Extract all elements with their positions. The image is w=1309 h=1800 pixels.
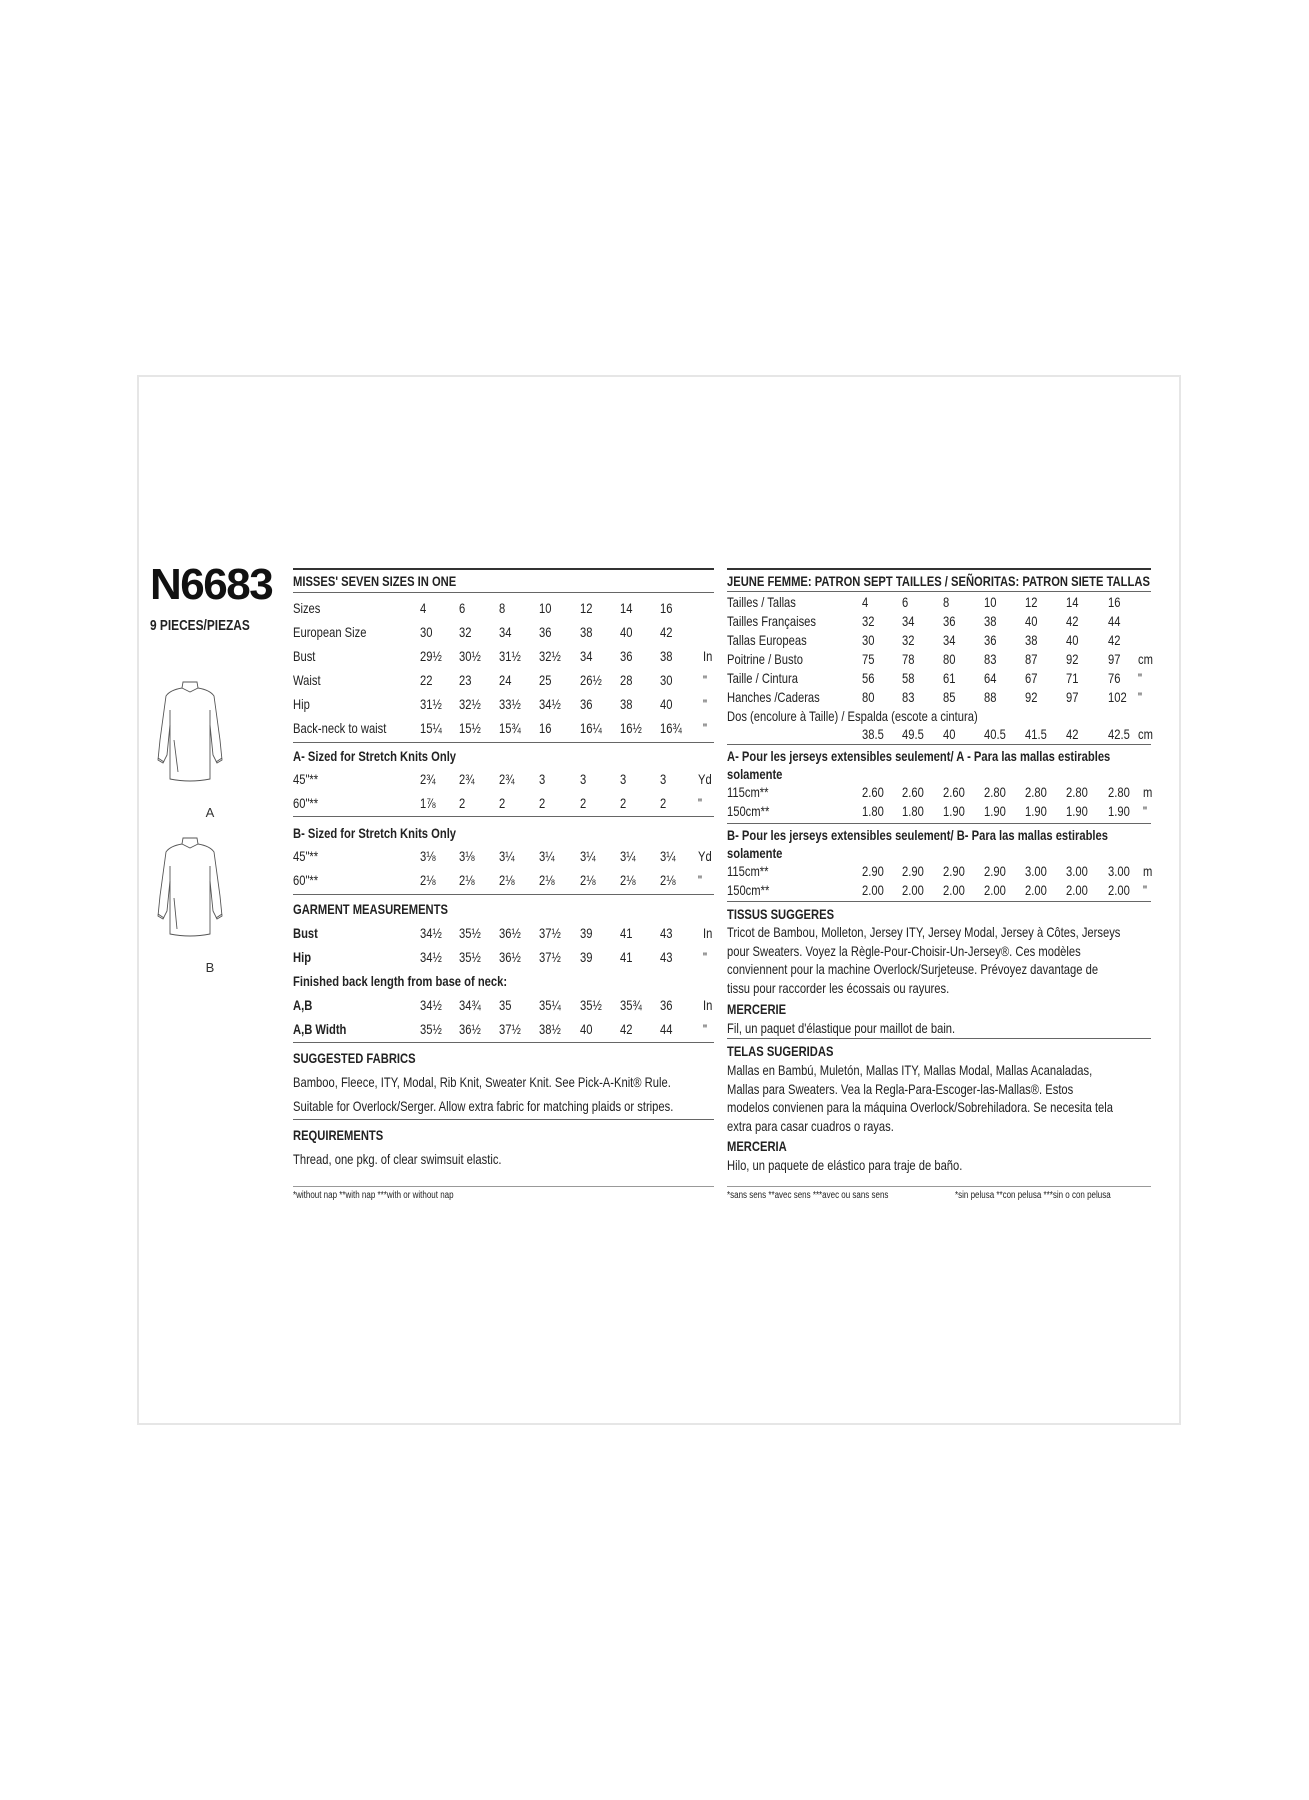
- view-b-heading-fr: B- Pour les jerseys extensibles seulement/ B- Para las mallas estirables: [727, 827, 1108, 843]
- size-value-cell: 3.00: [1025, 863, 1047, 879]
- view-a-sketch-icon: [150, 680, 230, 800]
- unit-label: ": [698, 795, 702, 811]
- telas-text: Mallas en Bambú, Muletón, Mallas ITY, Mallas Modal, Mallas Acanaladas, Mallas para Sweaters. Vea la Regla-Para-Escoger-las-Mallas®. Estos modelos convienen para la máquina Overlock/Sobrehiladora. Se necesita tela extra para casar cuadros o rayas.: [727, 1062, 1114, 1134]
- size-value-cell: 1⅞: [420, 795, 436, 811]
- size-value-cell: 2⅛: [539, 872, 555, 888]
- size-value-cell: 40: [943, 726, 956, 742]
- size-value-cell: 2¾: [420, 771, 436, 787]
- size-value-cell: 3¼: [660, 848, 676, 864]
- size-value-cell: 34½: [420, 925, 442, 941]
- size-value-cell: 2.00: [862, 882, 884, 898]
- unit-label: ": [698, 872, 702, 888]
- size-value-cell: 2.00: [902, 882, 924, 898]
- suggested-fabrics-line: Bamboo, Fleece, ITY, Modal, Rib Knit, Sweater Knit. See Pick-A-Knit® Rule.: [293, 1074, 671, 1090]
- size-value-cell: 76: [1108, 670, 1121, 686]
- suggested-fabrics-heading: SUGGESTED FABRICS: [293, 1050, 416, 1066]
- size-value-cell: 34: [943, 632, 956, 648]
- size-value-cell: 34½: [420, 997, 442, 1013]
- size-value-cell: 42: [1066, 613, 1079, 629]
- size-value-cell: 37½: [539, 949, 561, 965]
- size-value-cell: 2.80: [1025, 784, 1047, 800]
- size-value-cell: 6: [902, 594, 909, 610]
- size-value-cell: 34½: [539, 696, 561, 712]
- size-value-cell: 42.5: [1108, 726, 1130, 742]
- size-value-cell: 71: [1066, 670, 1079, 686]
- row-label: Tailles Françaises: [727, 613, 817, 629]
- size-value-cell: 35½: [459, 925, 481, 941]
- size-value-cell: 34½: [420, 949, 442, 965]
- merceria-text: Hilo, un paquete de elástico para traje de baño.: [727, 1157, 963, 1173]
- size-value-cell: 31½: [499, 648, 521, 664]
- size-value-cell: 16: [539, 720, 552, 736]
- size-value-cell: 2: [539, 795, 546, 811]
- size-value-cell: 2⅛: [620, 872, 636, 888]
- size-value-cell: 40: [580, 1021, 593, 1037]
- size-value-cell: 10: [539, 600, 552, 616]
- pieces-count: 9 PIECES/PIEZAS: [150, 618, 250, 634]
- row-label: Waist: [293, 672, 321, 688]
- unit-label: Yd: [698, 771, 712, 787]
- unit-label: m: [1143, 863, 1153, 879]
- divider: [727, 823, 1151, 824]
- size-value-cell: 15¼: [420, 720, 442, 736]
- mercerie-text: Fil, un paquet d'élastique pour maillot de bain.: [727, 1020, 956, 1036]
- size-value-cell: 2: [580, 795, 587, 811]
- unit-label: In: [703, 997, 713, 1013]
- footnote-spanish: *sin pelusa **con pelusa ***sin o con pelusa: [955, 1190, 1111, 1201]
- row-label: 60"**: [293, 872, 319, 888]
- size-value-cell: 30: [660, 672, 673, 688]
- size-value-cell: 36: [580, 696, 593, 712]
- divider: [293, 742, 714, 743]
- size-value-cell: 16: [1108, 594, 1121, 610]
- size-value-cell: 36: [943, 613, 956, 629]
- view-a-heading: A- Sized for Stretch Knits Only: [293, 748, 457, 764]
- size-value-cell: 41.5: [1025, 726, 1047, 742]
- size-value-cell: 12: [580, 600, 593, 616]
- size-value-cell: 2.80: [1108, 784, 1130, 800]
- size-value-cell: 39: [580, 949, 593, 965]
- size-value-cell: 2.60: [862, 784, 884, 800]
- unit-label: ": [703, 672, 707, 688]
- size-value-cell: 2.90: [943, 863, 965, 879]
- telas-heading: TELAS SUGERIDAS: [727, 1043, 834, 1059]
- size-value-cell: 44: [1108, 613, 1121, 629]
- size-value-cell: 14: [620, 600, 633, 616]
- size-value-cell: 40.5: [984, 726, 1006, 742]
- size-value-cell: 37½: [499, 1021, 521, 1037]
- size-value-cell: 88: [984, 689, 997, 705]
- row-label: Bust: [293, 648, 316, 664]
- size-value-cell: 2¾: [459, 771, 475, 787]
- size-value-cell: 22: [420, 672, 433, 688]
- divider: [293, 1119, 714, 1120]
- size-value-cell: 43: [660, 949, 673, 965]
- divider: [727, 901, 1151, 902]
- view-b-sketch-icon: [150, 836, 230, 956]
- size-value-cell: 41: [620, 949, 633, 965]
- size-value-cell: 2: [660, 795, 667, 811]
- size-value-cell: 40: [620, 624, 633, 640]
- footnote-french: *sans sens **avec sens ***avec ou sans sens: [727, 1190, 889, 1201]
- row-label: 115cm**: [727, 863, 769, 879]
- tissus-heading: TISSUS SUGGERES: [727, 906, 835, 922]
- unit-label: m: [1143, 784, 1153, 800]
- size-value-cell: 8: [943, 594, 950, 610]
- divider: [293, 1042, 714, 1043]
- size-value-cell: 16½: [620, 720, 642, 736]
- size-value-cell: 3.00: [1066, 863, 1088, 879]
- view-b-label: B: [205, 960, 215, 975]
- merceria-heading: MERCERIA: [727, 1138, 787, 1154]
- size-value-cell: 2¾: [499, 771, 515, 787]
- section-title-english: MISSES' SEVEN SIZES IN ONE: [293, 573, 457, 589]
- size-value-cell: 2.80: [984, 784, 1006, 800]
- unit-label: ": [703, 949, 707, 965]
- size-value-cell: 2.00: [1108, 882, 1130, 898]
- size-value-cell: 78: [902, 651, 915, 667]
- divider: [293, 568, 714, 570]
- row-label: Hip: [293, 949, 312, 965]
- size-value-cell: 34¾: [459, 997, 481, 1013]
- size-value-cell: 35: [499, 997, 512, 1013]
- size-value-cell: 40: [1066, 632, 1079, 648]
- size-value-cell: 97: [1066, 689, 1079, 705]
- back-length-label: Dos (encolure à Taille) / Espalda (escote a cintura): [727, 708, 978, 724]
- size-value-cell: 38.5: [862, 726, 884, 742]
- size-value-cell: 102: [1108, 689, 1127, 705]
- size-value-cell: 83: [902, 689, 915, 705]
- divider: [727, 568, 1151, 570]
- size-value-cell: 38: [580, 624, 593, 640]
- unit-label: ": [1138, 670, 1142, 686]
- size-value-cell: 2.00: [1066, 882, 1088, 898]
- size-value-cell: 31½: [420, 696, 442, 712]
- row-label: 150cm**: [727, 882, 770, 898]
- size-value-cell: 39: [580, 925, 593, 941]
- row-label: 45"**: [293, 771, 319, 787]
- finished-length-heading: Finished back length from base of neck:: [293, 973, 508, 989]
- row-label: Sizes: [293, 600, 321, 616]
- size-value-cell: 36: [620, 648, 633, 664]
- row-label: A,B: [293, 997, 313, 1013]
- size-value-cell: 30: [420, 624, 433, 640]
- row-label: Tallas Europeas: [727, 632, 807, 648]
- size-value-cell: 42: [660, 624, 673, 640]
- size-value-cell: 35½: [459, 949, 481, 965]
- unit-label: cm: [1138, 726, 1153, 742]
- size-value-cell: 2⅛: [459, 872, 475, 888]
- divider: [727, 744, 1151, 745]
- pattern-number: N6683: [150, 560, 273, 609]
- size-value-cell: 32: [862, 613, 875, 629]
- mercerie-heading: MERCERIE: [727, 1001, 787, 1017]
- size-value-cell: 3: [539, 771, 546, 787]
- size-value-cell: 3¼: [620, 848, 636, 864]
- size-value-cell: 42: [1108, 632, 1121, 648]
- unit-label: ": [703, 696, 707, 712]
- size-value-cell: 43: [660, 925, 673, 941]
- size-value-cell: 2: [459, 795, 466, 811]
- unit-label: In: [703, 925, 713, 941]
- size-value-cell: 34: [902, 613, 915, 629]
- size-value-cell: 3¼: [539, 848, 555, 864]
- size-value-cell: 2⅛: [580, 872, 596, 888]
- size-value-cell: 75: [862, 651, 875, 667]
- size-value-cell: 2⅛: [660, 872, 676, 888]
- unit-label: cm: [1138, 651, 1153, 667]
- tissus-text: Tricot de Bambou, Molleton, Jersey ITY, Jersey Modal, Jersey à Côtes, Jerseys pour Sweaters. Voyez la Règle-Pour-Choisir-Un-Jersey®. Ces modèles conviennent pour la machine Overlock/Surjeteuse. Prévoyez davantage de tissu pour raccorder les écossais ou rayures.: [727, 924, 1121, 996]
- size-value-cell: 40: [1025, 613, 1038, 629]
- size-value-cell: 28: [620, 672, 633, 688]
- row-label: Poitrine / Busto: [727, 651, 803, 667]
- row-label: 115cm**: [727, 784, 769, 800]
- size-value-cell: 32½: [539, 648, 561, 664]
- size-value-cell: 2.00: [1025, 882, 1047, 898]
- size-value-cell: 36: [660, 997, 673, 1013]
- size-value-cell: 29½: [420, 648, 442, 664]
- size-value-cell: 38: [660, 648, 673, 664]
- divider: [293, 1186, 714, 1187]
- size-value-cell: 42: [1066, 726, 1079, 742]
- unit-label: ": [703, 720, 707, 736]
- size-value-cell: 30½: [459, 648, 481, 664]
- size-value-cell: 56: [862, 670, 875, 686]
- size-value-cell: 37½: [539, 925, 561, 941]
- size-value-cell: 36½: [499, 949, 521, 965]
- divider: [727, 591, 1151, 592]
- size-value-cell: 36: [539, 624, 552, 640]
- size-value-cell: 35½: [580, 997, 602, 1013]
- view-a-heading-fr: A- Pour les jerseys extensibles seulement/ A - Para las mallas estirables: [727, 748, 1111, 764]
- size-value-cell: 25: [539, 672, 552, 688]
- size-value-cell: 35½: [420, 1021, 442, 1037]
- size-value-cell: 2.90: [902, 863, 924, 879]
- section-title-french-spanish: JEUNE FEMME: PATRON SEPT TAILLES / SEÑORITAS: PATRON SIETE TALLAS: [727, 573, 1150, 589]
- size-value-cell: 34: [580, 648, 593, 664]
- size-value-cell: 3: [660, 771, 667, 787]
- size-value-cell: 41: [620, 925, 633, 941]
- size-value-cell: 64: [984, 670, 997, 686]
- size-value-cell: 3⅛: [420, 848, 436, 864]
- unit-label: In: [703, 648, 713, 664]
- size-value-cell: 2: [499, 795, 506, 811]
- suggested-fabrics-line: Suitable for Overlock/Serger. Allow extra fabric for matching plaids or stripes.: [293, 1098, 674, 1114]
- size-value-cell: 2.80: [1066, 784, 1088, 800]
- size-value-cell: 97: [1108, 651, 1121, 667]
- size-value-cell: 58: [902, 670, 915, 686]
- size-value-cell: 1.80: [902, 803, 924, 819]
- size-value-cell: 3: [580, 771, 587, 787]
- size-value-cell: 32: [459, 624, 472, 640]
- size-value-cell: 38: [984, 613, 997, 629]
- size-value-cell: 38: [620, 696, 633, 712]
- divider: [727, 1186, 1151, 1187]
- size-value-cell: 67: [1025, 670, 1038, 686]
- size-value-cell: 36: [984, 632, 997, 648]
- size-value-cell: 92: [1066, 651, 1079, 667]
- row-label: Hip: [293, 696, 310, 712]
- requirements-heading: REQUIREMENTS: [293, 1127, 384, 1143]
- size-value-cell: 3¼: [499, 848, 515, 864]
- size-value-cell: 2.90: [984, 863, 1006, 879]
- size-value-cell: 85: [943, 689, 956, 705]
- pattern-envelope-back: [137, 375, 1181, 1425]
- size-value-cell: 35¾: [620, 997, 642, 1013]
- row-label: A,B Width: [293, 1021, 347, 1037]
- size-value-cell: 15½: [459, 720, 481, 736]
- requirements-text: Thread, one pkg. of clear swimsuit elastic.: [293, 1151, 502, 1167]
- unit-label: ": [703, 1021, 707, 1037]
- row-label: European Size: [293, 624, 367, 640]
- size-value-cell: 80: [862, 689, 875, 705]
- size-value-cell: 6: [459, 600, 466, 616]
- size-value-cell: 87: [1025, 651, 1038, 667]
- divider: [293, 816, 714, 817]
- size-value-cell: 1.90: [943, 803, 965, 819]
- size-value-cell: 24: [499, 672, 512, 688]
- row-label: 60"**: [293, 795, 319, 811]
- size-value-cell: 83: [984, 651, 997, 667]
- size-value-cell: 2⅛: [499, 872, 515, 888]
- row-label: Hanches /Caderas: [727, 689, 820, 705]
- view-b-heading: B- Sized for Stretch Knits Only: [293, 825, 457, 841]
- size-value-cell: 26½: [580, 672, 602, 688]
- size-value-cell: 36½: [499, 925, 521, 941]
- size-value-cell: 44: [660, 1021, 673, 1037]
- size-value-cell: 40: [660, 696, 673, 712]
- garment-measurements-heading: GARMENT MEASUREMENTS: [293, 901, 448, 917]
- size-value-cell: 16¼: [580, 720, 602, 736]
- size-value-cell: 2.60: [943, 784, 965, 800]
- size-value-cell: 3¼: [580, 848, 596, 864]
- size-value-cell: 3.00: [1108, 863, 1130, 879]
- unit-label: ": [1138, 689, 1142, 705]
- size-value-cell: 1.90: [1108, 803, 1130, 819]
- size-value-cell: 2.00: [984, 882, 1006, 898]
- row-label: Taille / Cintura: [727, 670, 798, 686]
- size-value-cell: 15¾: [499, 720, 521, 736]
- footnote-english: *without nap **with nap ***with or without nap: [293, 1190, 454, 1201]
- view-a-label: A: [205, 805, 215, 820]
- size-value-cell: 35¼: [539, 997, 561, 1013]
- size-value-cell: 10: [984, 594, 997, 610]
- size-value-cell: 8: [499, 600, 506, 616]
- size-value-cell: 2.00: [943, 882, 965, 898]
- size-value-cell: 2.90: [862, 863, 884, 879]
- unit-label: ": [1143, 882, 1147, 898]
- size-value-cell: 32: [902, 632, 915, 648]
- size-value-cell: 33½: [499, 696, 521, 712]
- size-value-cell: 36½: [459, 1021, 481, 1037]
- size-value-cell: 2.60: [902, 784, 924, 800]
- size-value-cell: 42: [620, 1021, 633, 1037]
- size-value-cell: 2⅛: [420, 872, 436, 888]
- size-value-cell: 30: [862, 632, 875, 648]
- size-value-cell: 38: [1025, 632, 1038, 648]
- size-value-cell: 16: [660, 600, 673, 616]
- size-value-cell: 4: [862, 594, 869, 610]
- size-value-cell: 16¾: [660, 720, 682, 736]
- size-value-cell: 14: [1066, 594, 1079, 610]
- size-value-cell: 1.90: [984, 803, 1006, 819]
- size-value-cell: 32½: [459, 696, 481, 712]
- size-value-cell: 4: [420, 600, 427, 616]
- size-value-cell: 23: [459, 672, 472, 688]
- size-value-cell: 1.80: [862, 803, 884, 819]
- size-value-cell: 38½: [539, 1021, 561, 1037]
- divider: [293, 894, 714, 895]
- size-value-cell: 12: [1025, 594, 1038, 610]
- size-value-cell: 80: [943, 651, 956, 667]
- size-value-cell: 3⅛: [459, 848, 475, 864]
- size-value-cell: 34: [499, 624, 512, 640]
- divider: [293, 592, 714, 593]
- divider: [727, 1038, 1151, 1039]
- size-value-cell: 3: [620, 771, 627, 787]
- row-label: Bust: [293, 925, 318, 941]
- size-value-cell: 1.90: [1025, 803, 1047, 819]
- size-value-cell: 92: [1025, 689, 1038, 705]
- row-label: 45"**: [293, 848, 319, 864]
- row-label: Tailles / Tallas: [727, 594, 796, 610]
- unit-label: ": [1143, 803, 1147, 819]
- view-b-heading-fr-2: solamente: [727, 845, 783, 861]
- row-label: 150cm**: [727, 803, 770, 819]
- size-value-cell: 1.90: [1066, 803, 1088, 819]
- view-a-heading-fr-2: solamente: [727, 766, 783, 782]
- row-label: Back-neck to waist: [293, 720, 387, 736]
- size-value-cell: 2: [620, 795, 627, 811]
- size-value-cell: 49.5: [902, 726, 924, 742]
- unit-label: Yd: [698, 848, 712, 864]
- size-value-cell: 61: [943, 670, 956, 686]
